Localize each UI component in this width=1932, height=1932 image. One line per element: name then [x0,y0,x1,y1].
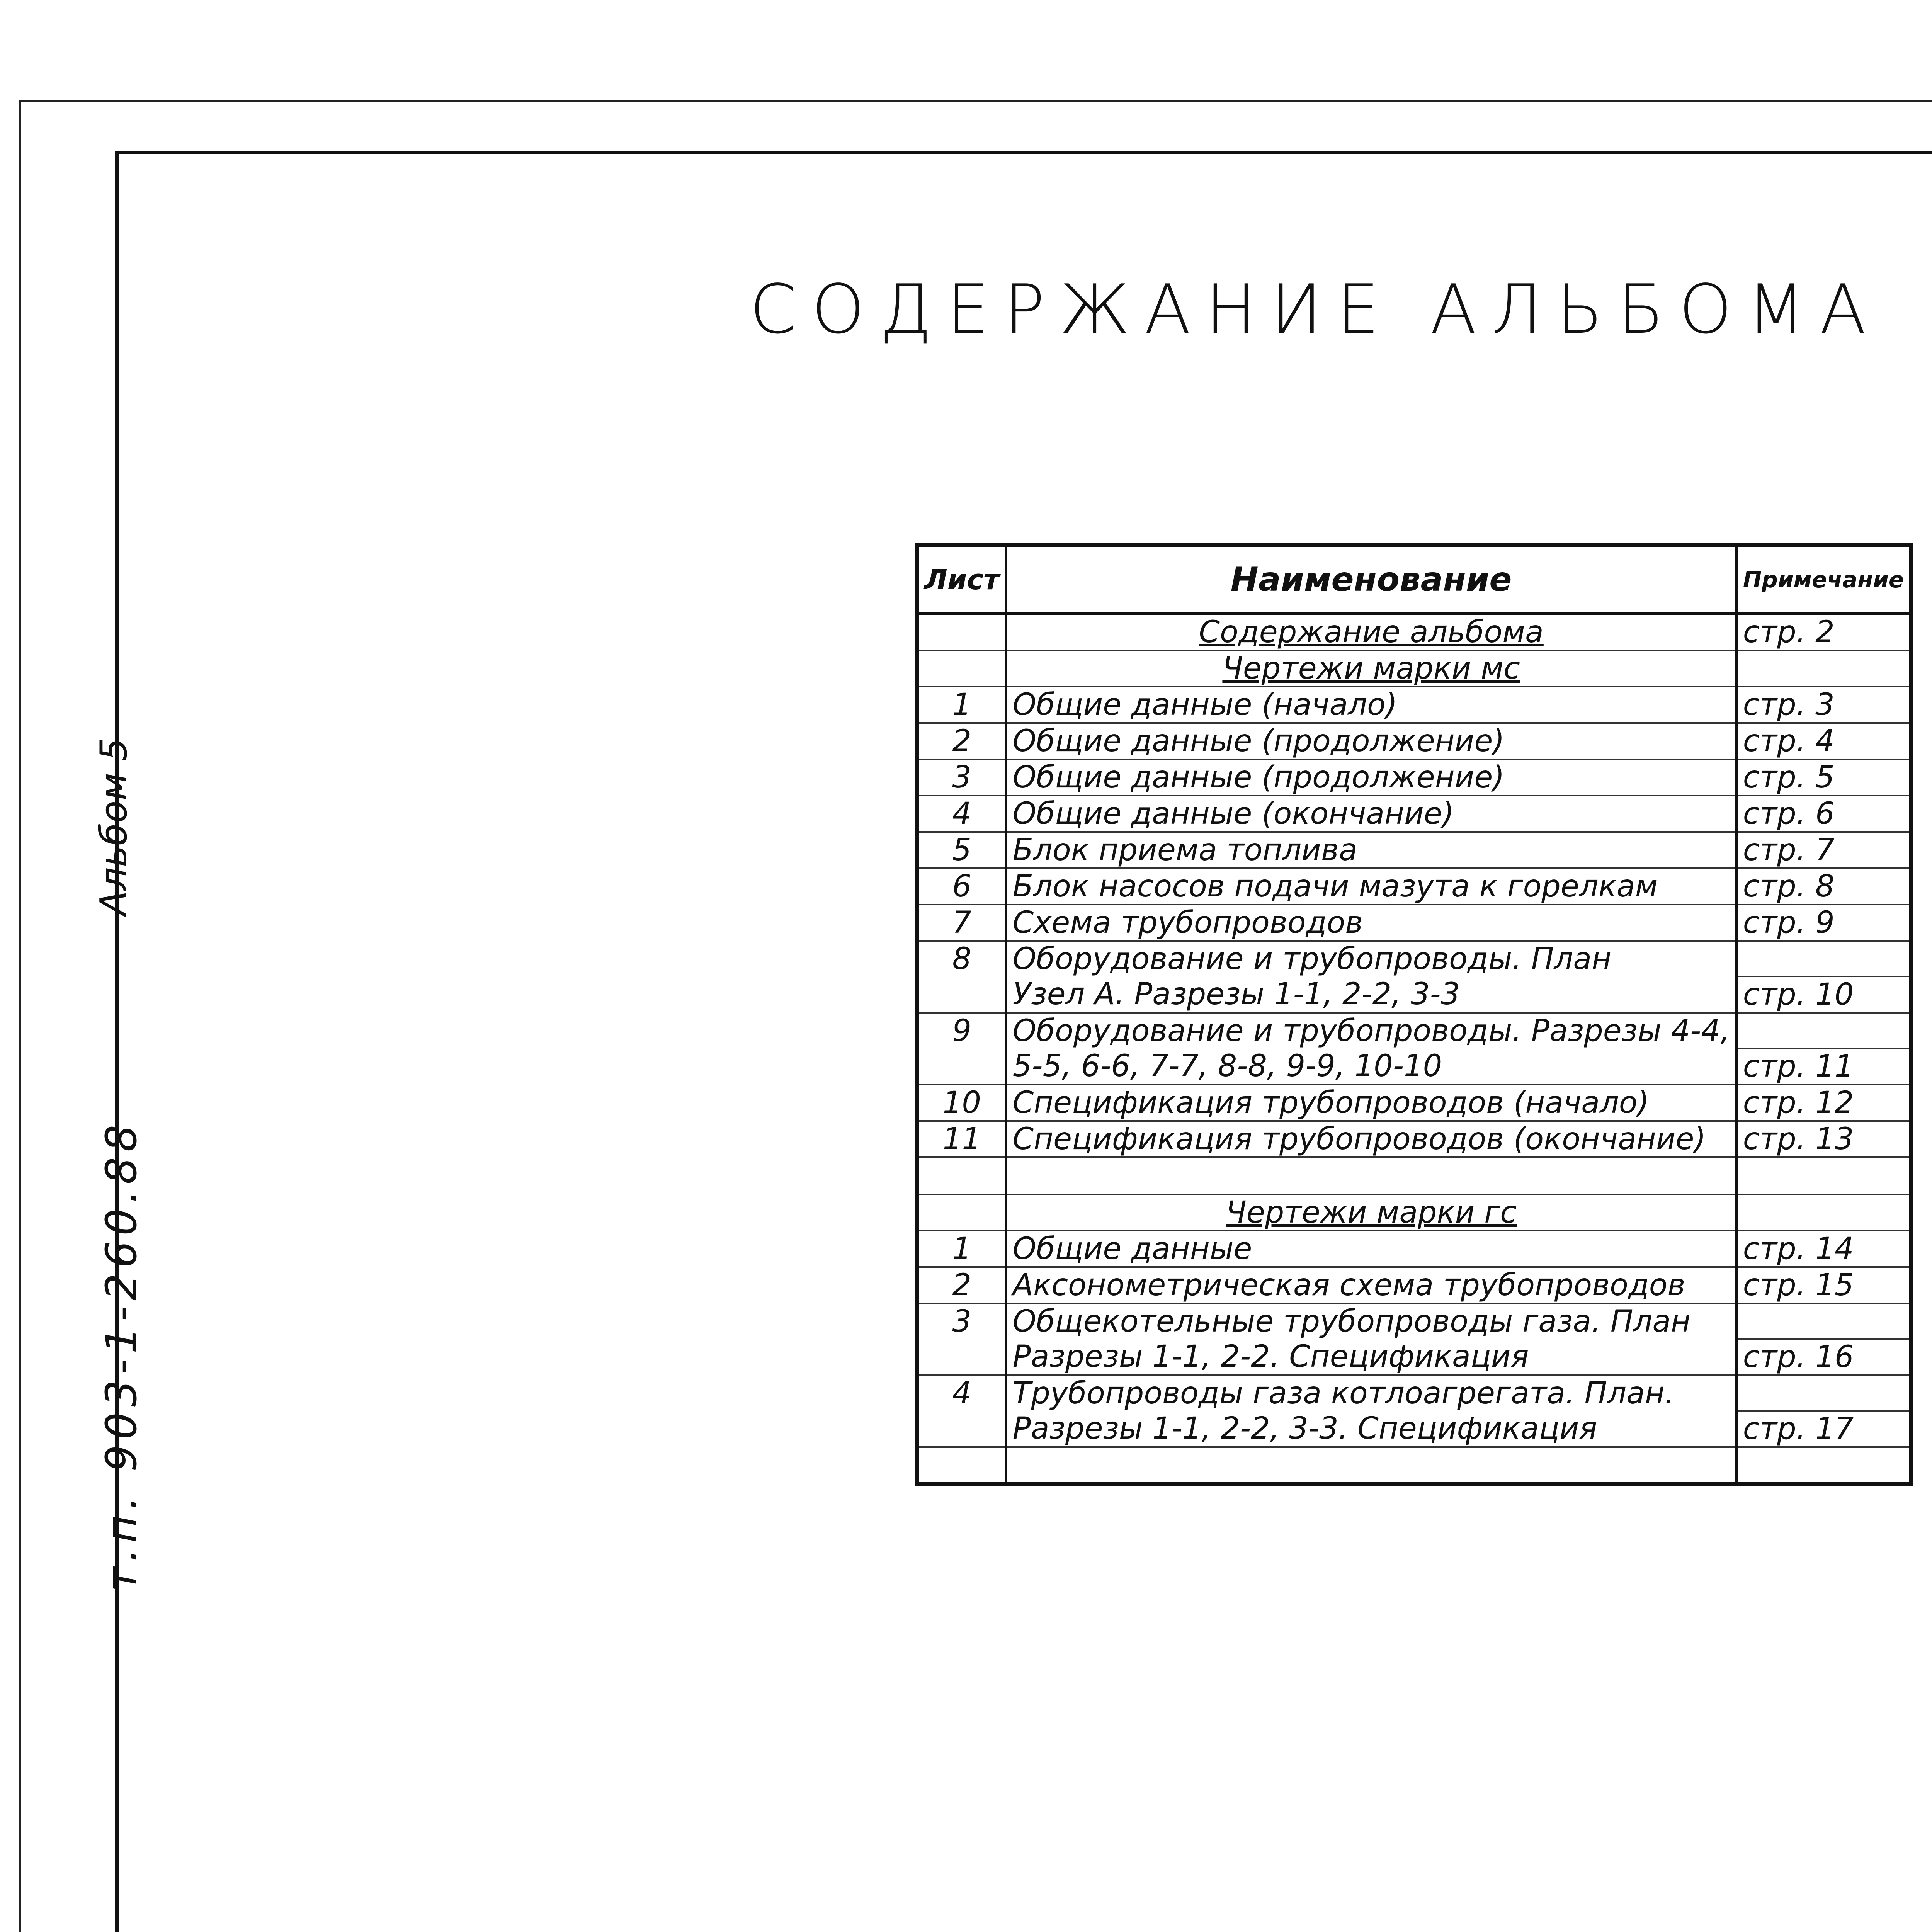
table-row [917,1013,1911,1048]
sheet-cell: 4 [917,796,1006,832]
note-cell: стр. 7 [1736,832,1911,868]
sheet-cell: 8 [917,941,1006,976]
sheet-cell: 5 [917,832,1006,868]
note-cell [1736,1194,1911,1231]
note-cell: стр. 8 [1736,868,1911,905]
note-cell: стр. 4 [1736,723,1911,759]
note-cell [1736,1303,1911,1339]
name-cell: Содержание альбома [1006,614,1736,650]
table-row [917,650,1911,687]
note-cell: стр. 13 [1736,1121,1911,1157]
name-cell: Блок приема топлива [1006,832,1736,868]
name-cell [1006,1447,1736,1484]
note-cell: стр. 6 [1736,796,1911,832]
sheet-cell [917,1411,1006,1447]
sheet-cell [917,650,1006,687]
note-cell [1736,941,1911,976]
sheet-cell [917,1194,1006,1231]
table-row [917,1267,1911,1303]
sheet-cell: 3 [917,1303,1006,1339]
name-cell: Аксонометрическая схема трубопроводов [1006,1267,1736,1303]
sheet-cell: 4 [917,1375,1006,1411]
note-cell [1736,1447,1911,1484]
sheet-cell: 1 [917,687,1006,723]
name-cell: Схема трубопроводов [1006,905,1736,941]
table-row [917,868,1911,905]
sheet-cell [917,976,1006,1013]
sheet-cell: 9 [917,1013,1006,1048]
name-cell: Блок насосов подачи мазута к горелкам [1006,868,1736,905]
side-project-code: т.п. 903-1-260.88 [97,1119,146,1592]
table-row [917,976,1911,1013]
name-cell: Спецификация трубопроводов (окончание) [1006,1121,1736,1157]
table-row [917,1194,1911,1231]
table-row [917,1339,1911,1375]
sheet-cell [917,1447,1006,1484]
name-cell: Спецификация трубопроводов (начало) [1006,1085,1736,1121]
name-cell: Чертежи марки гс [1006,1194,1736,1231]
table-row [917,1375,1911,1411]
name-cell: Оборудование и трубопроводы. Разрезы 4-4, [1006,1013,1736,1048]
note-cell: стр. 10 [1736,976,1911,1013]
note-cell [1736,650,1911,687]
sheet-cell [917,1048,1006,1085]
sheet-cell [917,1157,1006,1194]
name-cell: Разрезы 1-1, 2-2. Спецификация [1006,1339,1736,1375]
table-row [917,796,1911,832]
name-cell: Разрезы 1-1, 2-2, 3-3. Спецификация [1006,1411,1736,1447]
table-body [917,614,1911,1484]
note-cell [1736,1013,1911,1048]
table-row [917,941,1911,976]
sheet-cell [917,614,1006,650]
note-cell: стр. 11 [1736,1048,1911,1085]
note-cell: стр. 17 [1736,1411,1911,1447]
sheet-cell: 10 [917,1085,1006,1121]
table-row [917,723,1911,759]
table-row [917,1048,1911,1085]
table-row [917,1411,1911,1447]
note-cell [1736,1157,1911,1194]
table-row [917,759,1911,796]
name-cell: Общие данные [1006,1231,1736,1267]
blank-row [917,1447,1911,1484]
blank-row [917,1157,1911,1194]
table-row [917,832,1911,868]
sheet-cell [917,1339,1006,1375]
table-row [917,1121,1911,1157]
header-sheet: Лист [917,545,1006,614]
table-row [917,1085,1911,1121]
note-cell: стр. 14 [1736,1231,1911,1267]
name-cell: Общие данные (продолжение) [1006,723,1736,759]
header-name: Наименование [1006,545,1736,614]
side-album-label: Альбом 5 [93,738,135,916]
table-row [917,1303,1911,1339]
note-cell: стр. 3 [1736,687,1911,723]
note-cell: стр. 5 [1736,759,1911,796]
name-cell: Чертежи марки мс [1006,650,1736,687]
note-cell: стр. 9 [1736,905,1911,941]
name-cell: Общие данные (начало) [1006,687,1736,723]
table-header-row [917,545,1911,614]
sheet-cell: 6 [917,868,1006,905]
name-cell: Узел А. Разрезы 1-1, 2-2, 3-3 [1006,976,1736,1013]
name-cell: Общекотельные трубопроводы газа. План [1006,1303,1736,1339]
table-row [917,905,1911,941]
name-cell: Общие данные (окончание) [1006,796,1736,832]
name-cell [1006,1157,1736,1194]
note-cell: стр. 16 [1736,1339,1911,1375]
table-row [917,1231,1911,1267]
name-cell: Общие данные (продолжение) [1006,759,1736,796]
sheet-cell: 3 [917,759,1006,796]
name-cell: 5-5, 6-6, 7-7, 8-8, 9-9, 10-10 [1006,1048,1736,1085]
sheet-cell: 11 [917,1121,1006,1157]
sheet-cell: 1 [917,1231,1006,1267]
table-row [917,614,1911,650]
name-cell: Оборудование и трубопроводы. План [1006,941,1736,976]
sheet-cell: 7 [917,905,1006,941]
note-cell: стр. 2 [1736,614,1911,650]
name-cell: Трубопроводы газа котлоагрегата. План. [1006,1375,1736,1411]
note-cell: стр. 15 [1736,1267,1911,1303]
note-cell [1736,1375,1911,1411]
header-note: Примечание [1736,545,1911,614]
contents-table [915,543,1913,1486]
table-row [917,687,1911,723]
sheet-cell: 2 [917,723,1006,759]
note-cell: стр. 12 [1736,1085,1911,1121]
sheet-cell: 2 [917,1267,1006,1303]
page-title: СОДЕРЖАНИЕ АЛЬБОМА [750,270,1881,349]
